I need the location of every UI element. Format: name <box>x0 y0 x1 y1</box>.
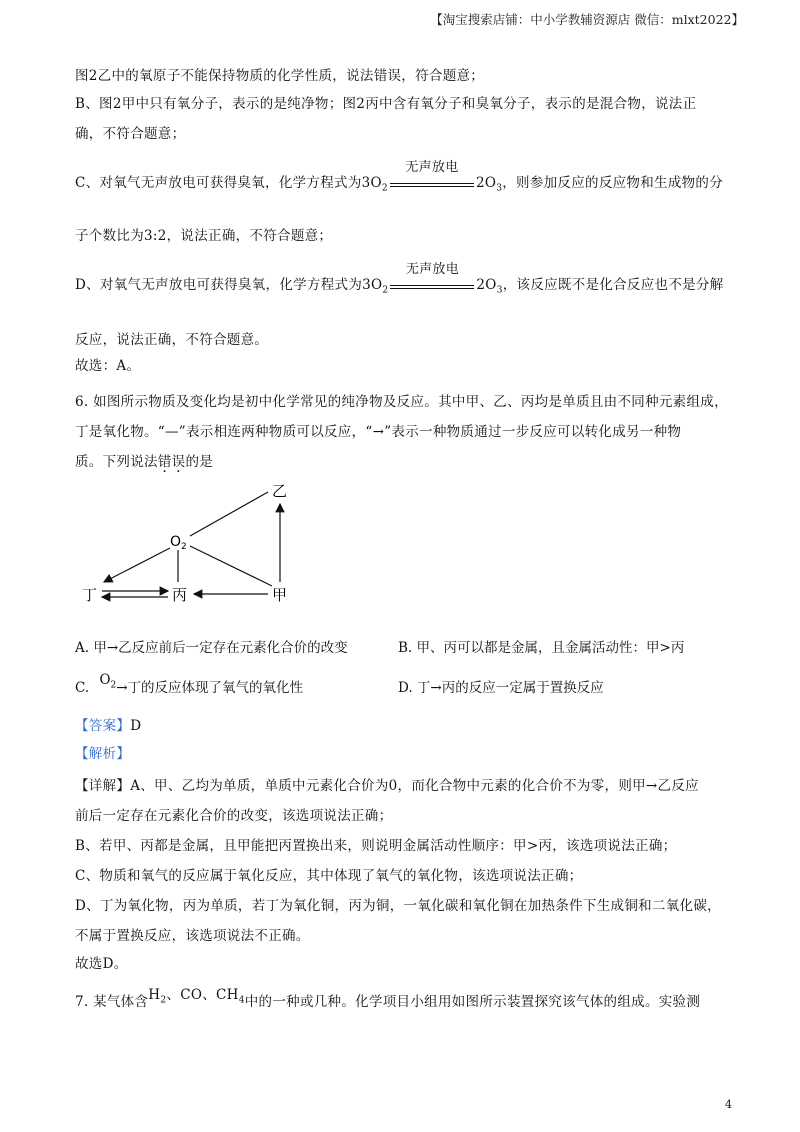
equation-line-d: D、对氧气无声放电可获得臭氧，化学方程式为$3O_2$ 无声放电 $2O_3$，该反应既不是化合反应也不是分解 <box>75 261 724 296</box>
analysis-tag: 【解析】 <box>75 746 131 762</box>
text-line: 反应，说法正确，不符合题意。 <box>75 332 269 348</box>
answer-value: D <box>130 718 142 734</box>
node-o2: $O_2$ <box>170 534 187 552</box>
text-line: 子个数比为3:2，说法正确，不符合题意； <box>75 228 333 244</box>
explanation-line: D、丁为氧化物，丙为单质，若丁为氧化铜，丙为铜，一氧化碳和氧化铜在加热条件下生成铜和二氧化碳， <box>75 898 721 914</box>
reactant: $3O_2$ <box>361 175 388 194</box>
text-line: 故选：A。 <box>75 358 141 374</box>
product: $2O_3$ <box>476 277 503 296</box>
node-bing: 丙 <box>172 586 188 604</box>
option-c: C. $O_2\to$丁的反应体现了氧气的氧化性 <box>75 672 304 696</box>
text-line: B、图2甲中只有氧分子，表示的是纯净物；图2丙中含有氧分子和臭氧分子，表示的是混合物，说法正 <box>75 96 697 112</box>
product: $2O_3$ <box>475 175 503 194</box>
question-6-line: 丁是氧化物。“—”表示相连两种物质可以反应，“→”表示一种物质通过一步反应可以转化成另一种物 <box>75 424 682 440</box>
answer-line <box>75 716 141 736</box>
reaction-arrow: 无声放电 <box>388 276 476 296</box>
option-b: B. 甲、丙可以都是金属，且金属活动性：甲>丙 <box>398 640 685 656</box>
reaction-arrow: 无声放电 <box>388 174 476 194</box>
arrow-o2-ding <box>104 548 170 582</box>
option-d: D. 丁→丙的反应一定属于置换反应 <box>398 680 604 696</box>
question-6-line: 质。下列说法错误的是 <box>75 454 214 470</box>
edge-o2-jia <box>190 546 272 586</box>
equation-line-c: C、对氧气无声放电可获得臭氧，化学方程式为$3O_2$ 无声放电 $2O_3$，则参加反应的反应物和生成物的分 <box>75 159 724 194</box>
explanation-line: 【详解】A、甲、乙均为单质，单质中元素化合价为0，而化合物中元素的化合价不为零，则甲→乙反应 <box>75 778 699 794</box>
reactant: $3O_2$ <box>362 277 389 296</box>
node-ding: 丁 <box>82 586 98 604</box>
question-6-line: 6. 如图所示物质及变化均是初中化学常见的纯净物及反应。其中甲、乙、丙均是单质且由不同种元素组成， <box>75 394 728 410</box>
edge-o2-yi <box>190 492 268 536</box>
question-7-line: 7. 某气体含$H_2$、CO、$CH_4$中的一种或几种。化学项目小组用如图所示装置探究该气体的组成。实验测 <box>75 987 701 1010</box>
node-yi: 乙 <box>272 482 288 500</box>
explanation-line: 不属于置换反应，该选项说法不正确。 <box>75 928 310 944</box>
explanation-line: B、若甲、丙都是金属，且甲能把丙置换出来，则说明金属活动性顺序：甲>丙，该选项说法正确； <box>75 838 677 854</box>
text-line: 图2乙中的氧原子不能保持物质的化学性质，说法错误，符合题意； <box>75 68 485 84</box>
option-a: A. 甲→乙反应前后一定存在元素化合价的改变 <box>75 640 348 656</box>
answer-tag: 【答案】 <box>75 718 131 734</box>
reaction-diagram <box>78 478 318 608</box>
text-line: 确，不符合题意； <box>75 126 186 142</box>
header-note: 【淘宝搜索店铺：中小学教辅资源店 微信：mlxt2022】 <box>430 12 744 27</box>
explanation-line: C、物质和氧气的反应属于氧化反应，其中体现了氧气的氧化物，该选项说法正确； <box>75 868 583 884</box>
explanation-line: 故选D。 <box>75 956 128 972</box>
explanation-line: 前后一定存在元素化合价的改变，该选项说法正确； <box>75 808 393 824</box>
node-jia: 甲 <box>272 586 288 604</box>
page-number: 4 <box>725 1098 732 1111</box>
